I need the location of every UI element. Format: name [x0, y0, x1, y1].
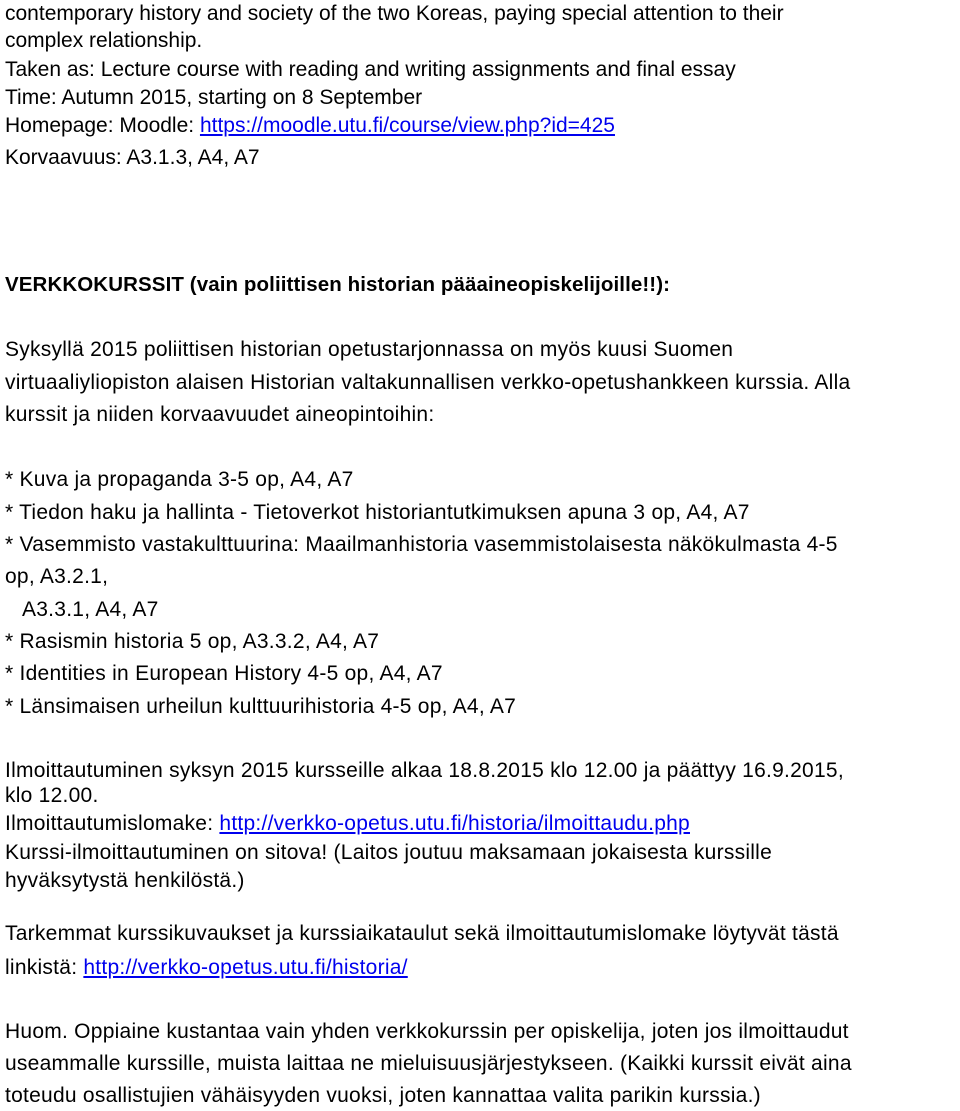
homepage-label: Homepage: Moodle: [5, 114, 200, 137]
binding-notice-line-1: Kurssi-ilmoittautuminen on sitova! (Laitos joutuu maksamaan jokaisesta kurssille [5, 841, 772, 864]
registration-line-1: Ilmoittautuminen syksyn 2015 kursseille alkaa 18.8.2015 klo 12.00 ja päättyy 16.9.2015, [5, 759, 844, 782]
historia-link[interactable]: http://verkko-opetus.utu.fi/historia/ [83, 956, 408, 979]
course-item-2: * Tiedon haku ja hallinta - Tietoverkot historiantutkimuksen apuna 3 op, A4, A7 [5, 501, 750, 524]
moodle-course-link[interactable]: https://moodle.utu.fi/course/view.php?id=425 [199, 114, 615, 137]
course-item-4: * Rasismin historia 5 op, A3.3.2, A4, A7 [5, 630, 380, 653]
verkkokurssit-heading: VERKKOKURSSIT (vain poliittisen historian pääaineopiskelijoille!!): [5, 273, 671, 296]
course-item-3-continued: op, A3.2.1, [5, 565, 109, 588]
course-description-line-2: complex relationship. [5, 29, 203, 52]
intro-line-1: Syksyllä 2015 poliittisen historian opetustarjonnassa on myös kuusi Suomen [5, 338, 734, 361]
course-item-1: * Kuva ja propaganda 3-5 op, A4, A7 [5, 468, 354, 491]
homepage-line [5, 113, 615, 139]
details-line-1: Tarkemmat kurssikuvaukset ja kurssiaikataulut sekä ilmoittautumislomake löytyvät tästä [5, 922, 839, 945]
course-item-5: * Identities in European History 4-5 op, A4, A7 [5, 662, 443, 685]
registration-form-label: Ilmoittautumislomake: [5, 812, 220, 835]
course-item-6: * Länsimaisen urheilun kulttuurihistoria 4-5 op, A4, A7 [5, 695, 517, 718]
note-line-1: Huom. Oppiaine kustantaa vain yhden verkkokurssin per opiskelija, joten jos ilmoittaudut [5, 1020, 849, 1043]
time-line: Time: Autumn 2015, starting on 8 September [5, 86, 423, 109]
intro-line-3: kurssit ja niiden korvaavuudet aineopintoihin: [5, 403, 435, 426]
details-link-label: linkistä: [5, 956, 84, 979]
course-item-3: * Vasemmisto vastakulttuurina: Maailmanhistoria vasemmistolaisesta näkökulmasta 4-5 [5, 533, 838, 556]
registration-line-2: klo 12.00. [5, 784, 99, 807]
details-line-2 [5, 955, 408, 981]
registration-form-link[interactable]: http://verkko-opetus.utu.fi/historia/ilmoittaudu.php [219, 812, 690, 835]
korvaavuus-line: Korvaavuus: A3.1.3, A4, A7 [5, 146, 260, 169]
intro-line-2: virtuaaliyliopiston alaisen Historian valtakunnallisen verkko-opetushankkeen kurssia. Alla [5, 371, 851, 394]
registration-form-line [5, 811, 690, 837]
course-item-3-codes: A3.3.1, A4, A7 [22, 598, 159, 621]
note-line-3: toteudu osallistujien vähäisyyden vuoksi, joten kannattaa valita parikin kurssia.) [5, 1084, 761, 1107]
taken-as-line: Taken as: Lecture course with reading and writing assignments and final essay [5, 58, 736, 81]
course-description-line-1: contemporary history and society of the two Koreas, paying special attention to their [5, 2, 784, 25]
note-line-2: useammalle kurssille, muista laittaa ne mieluisuusjärjestykseen. (Kaikki kurssit eivät aina [5, 1052, 852, 1075]
binding-notice-line-2: hyväksytystä henkilöstä.) [5, 869, 245, 892]
